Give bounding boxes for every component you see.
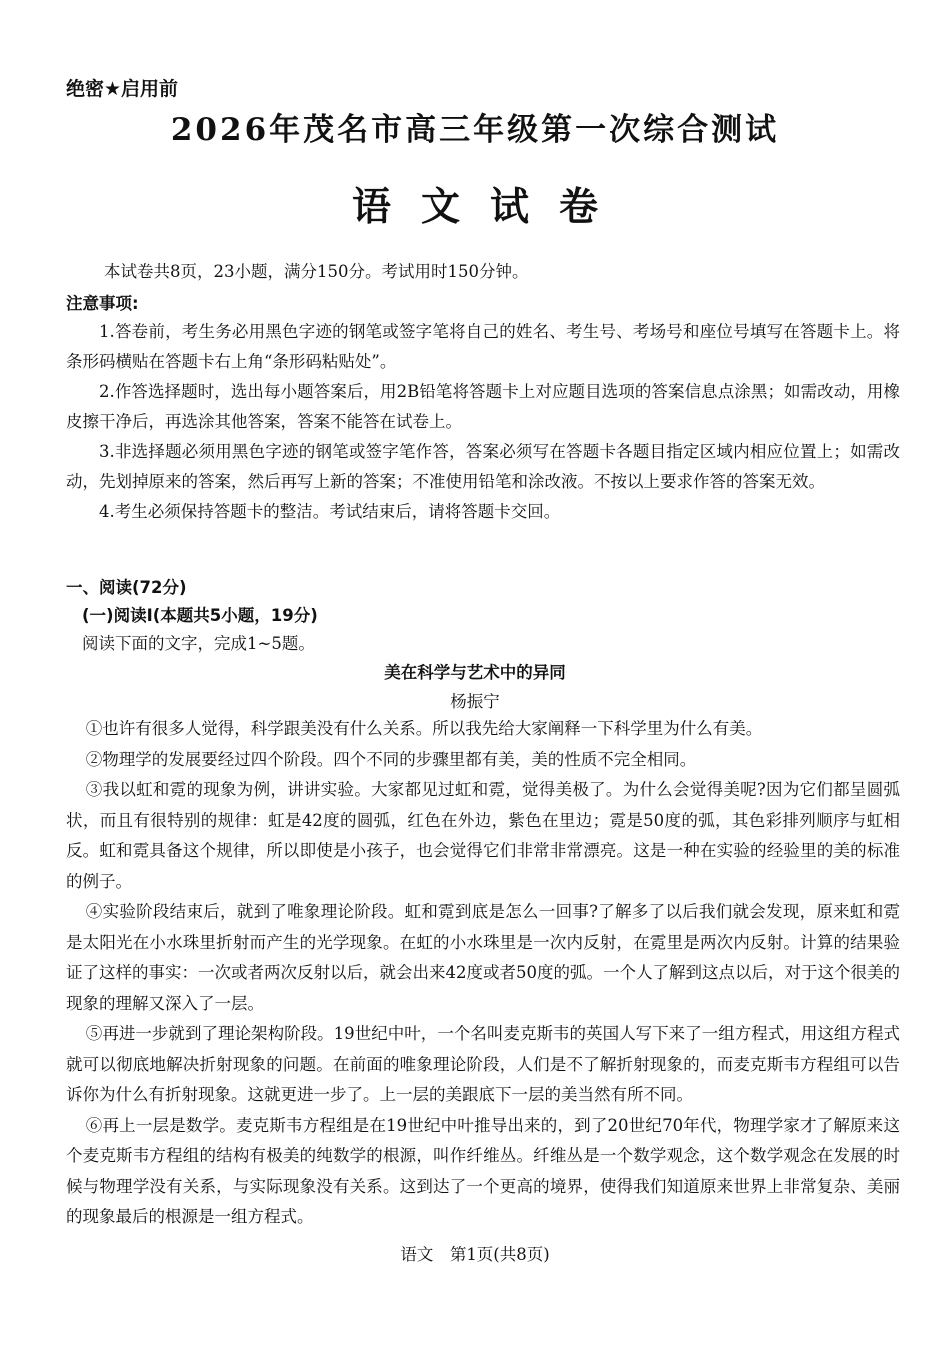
notice-item: 2.作答选择题时，选出每小题答案后，用2B铅笔将答题卡上对应题目选项的答案信息点涂黑；如需改动，用橡皮擦干净后，再选涂其他答案，答案不能答在试卷上。 bbox=[66, 382, 900, 431]
article-author: 杨振宁 bbox=[450, 692, 500, 711]
article-paragraph: ⑤再进一步就到了理论架构阶段。19世纪中叶，一个名叫麦克斯韦的英国人写下来了一组方程式，用这组方程式就可以彻底地解决折射现象的问题。在前面的唯象理论阶段，人们是不了解折射现象的，而麦克斯韦方程组可以告诉你为什么有折射现象。这就更进一步了。上一层的美跟底下一层的美当然有所不同。 bbox=[66, 1024, 900, 1104]
article-title: 美在科学与艺术中的异同 bbox=[384, 663, 566, 682]
exam-intro: 本试卷共8页，23小题，满分150分。考试用时150分钟。 bbox=[104, 262, 529, 281]
article-paragraph: ④实验阶段结束后，就到了唯象理论阶段。虹和霓到底是怎么一回事?了解多了以后我们就会发现，原来虹和霓是太阳光在小水珠里折射而产生的光学现象。在虹的小水珠里是一次内反射，在霓里是两次内反射。计算的结果验证了这样的事实：一次或者两次反射以后，就会出来42度或者50度的弧。一个人了解到这点以后，对于这个很美的现象的理解又深入了一层。 bbox=[66, 902, 900, 1013]
notice-list bbox=[66, 317, 900, 527]
article-body bbox=[66, 714, 900, 1233]
notice-item: 3.非选择题必须用黑色字迹的钢笔或签字笔作答，答案必须写在答题卡各题目指定区域内相应位置上；如需改动，先划掉原来的答案，然后再写上新的答案；不准使用铅笔和涂改液。不按以上要求作答的答案无效。 bbox=[66, 442, 900, 491]
article-paragraph: ①也许有很多人觉得，科学跟美没有什么关系。所以我先给大家阐释一下科学里为什么有美。 bbox=[85, 719, 763, 738]
exam-title: 2026年茂名市高三年级第一次综合测试 bbox=[170, 112, 780, 148]
notice-item: 1.答卷前，考生务必用黑色字迹的钢笔或签字笔将自己的姓名、考生号、考场号和座位号填写在答题卡上。将条形码横贴在答题卡右上角“条形码粘贴处”。 bbox=[66, 322, 900, 371]
article-paragraph: ③我以虹和霓的现象为例，讲讲实验。大家都见过虹和霓，觉得美极了。为什么会觉得美呢?因为它们都呈圆弧状，而且有很特别的规律：虹是42度的圆弧，红色在外边，紫色在里边；霓是50度的弧，其色彩排列顺序与虹相反。虹和霓具备这个规律，所以即使是小孩子，也会觉得它们非常非常漂亮。这是一种在实验的经验里的美的标准的例子。 bbox=[66, 780, 900, 891]
article-paragraph: ⑥再上一层是数学。麦克斯韦方程组是在19世纪中叶推导出来的，到了20世纪70年代，物理学家才了解原来这个麦克斯韦方程组的结构有极美的纯数学的根源，叫作纤维丛。纤维丛是一个数学观念，这个数学观念在发展的时候与物理学没有关系，与实际现象没有关系。这到达了一个更高的境界，使得我们知道原来世界上非常复杂、美丽的现象最后的根源是一组方程式。 bbox=[66, 1115, 900, 1226]
article-paragraph: ②物理学的发展要经过四个阶段。四个不同的步骤里都有美，美的性质不完全相同。 bbox=[85, 749, 697, 769]
reading-instruction: 阅读下面的文字，完成1~5题。 bbox=[82, 634, 315, 653]
section-heading: 一、阅读(72分) bbox=[66, 578, 187, 597]
part-heading: (一)阅读Ⅰ(本题共5小题，19分) bbox=[82, 606, 318, 625]
subject-title: 语文试卷 bbox=[351, 184, 628, 230]
notice-heading: 注意事项: bbox=[66, 294, 139, 313]
notice-item: 4.考生必须保持答题卡的整洁。考试结束后，请将答题卡交回。 bbox=[99, 502, 561, 521]
page-footer: 语文 第1页(共8页) bbox=[400, 1245, 550, 1264]
confidential-label: 绝密★启用前 bbox=[66, 78, 179, 100]
